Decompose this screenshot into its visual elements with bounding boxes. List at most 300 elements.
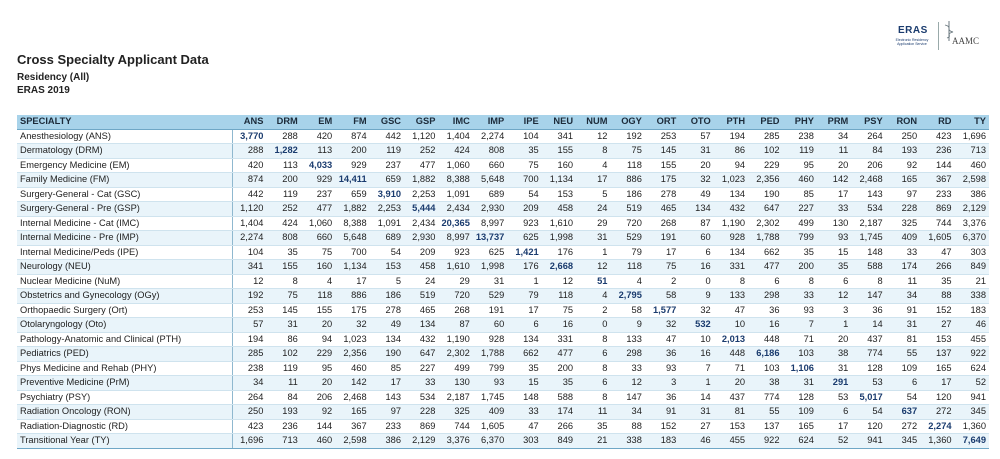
column-header-specialty[interactable]: SPECIALTY: [17, 115, 232, 129]
table-cell: 660: [301, 231, 335, 246]
table-cell: 1: [679, 376, 713, 391]
table-cell: 20: [817, 332, 851, 347]
table-cell: 799: [473, 361, 507, 376]
table-cell: 1,134: [335, 260, 369, 275]
table-cell: 186: [370, 289, 404, 304]
table-cell: 588: [542, 390, 576, 405]
table-cell: 278: [645, 187, 679, 202]
table-cell: 1: [817, 318, 851, 333]
table-cell: 424: [266, 216, 300, 231]
table-cell: 102: [266, 347, 300, 362]
table-cell: 133: [714, 289, 748, 304]
table-cell: 941: [955, 390, 989, 405]
table-cell: 147: [610, 390, 644, 405]
table-cell: 130: [817, 216, 851, 231]
table-cell: 53: [817, 390, 851, 405]
table-cell: 534: [404, 390, 438, 405]
table-cell: 460: [301, 434, 335, 449]
table-cell: 17: [920, 376, 954, 391]
table-cell: 1,091: [438, 187, 472, 202]
table-cell: 3,376: [955, 216, 989, 231]
table-cell: 209: [404, 245, 438, 260]
table-cell: 922: [748, 434, 782, 449]
table-cell: 134: [714, 245, 748, 260]
table-cell: 104: [232, 245, 266, 260]
table-cell: 923: [438, 245, 472, 260]
table-cell: 93: [473, 376, 507, 391]
table-cell: 252: [266, 202, 300, 217]
table-cell: 12: [542, 274, 576, 289]
column-header-imc[interactable]: IMC: [438, 115, 472, 129]
column-header-neu[interactable]: NEU: [542, 115, 576, 129]
eras-logo-tagline: Electronic Residency Application Service: [895, 38, 929, 46]
table-cell: 1: [507, 274, 541, 289]
table-cell: 1,745: [473, 390, 507, 405]
table-row: [17, 318, 989, 333]
table-cell: 86: [714, 144, 748, 159]
table-cell: 1,610: [438, 260, 472, 275]
table-cell: 147: [851, 289, 885, 304]
table-cell: 345: [886, 434, 920, 449]
table-cell: 153: [714, 419, 748, 434]
table-cell: 54: [886, 390, 920, 405]
table-cell: 6,370: [955, 231, 989, 246]
table-cell: 142: [335, 376, 369, 391]
table-cell: 118: [542, 289, 576, 304]
table-row: [17, 129, 989, 144]
table-cell: 49: [679, 187, 713, 202]
column-header-ped[interactable]: PED: [748, 115, 782, 129]
page-title: Cross Specialty Applicant Data: [17, 52, 209, 67]
table-row: [17, 202, 989, 217]
table-cell: 662: [507, 347, 541, 362]
table-cell: 2,468: [851, 173, 885, 188]
table-cell: 31: [679, 405, 713, 420]
table-cell: 3,376: [438, 434, 472, 449]
table-cell: 808: [266, 231, 300, 246]
table-cell: 799: [783, 231, 817, 246]
table-row: [17, 231, 989, 246]
table-cell: 20: [679, 158, 713, 173]
table-cell: 442: [370, 129, 404, 144]
column-header-gsp[interactable]: GSP: [404, 115, 438, 129]
column-header-phy[interactable]: PHY: [783, 115, 817, 129]
column-header-rd[interactable]: RD: [920, 115, 954, 129]
table-cell: 338: [955, 289, 989, 304]
table-cell: 200: [542, 361, 576, 376]
table-cell: 35: [507, 361, 541, 376]
table-cell: 13,737: [473, 231, 507, 246]
table-cell: 7: [783, 318, 817, 333]
table-cell: 36: [748, 303, 782, 318]
table-cell: 2,434: [404, 216, 438, 231]
table-cell: 423: [920, 129, 954, 144]
table-cell: 104: [507, 129, 541, 144]
table-cell: 713: [955, 144, 989, 159]
table-cell: 35: [817, 260, 851, 275]
column-header-gsc[interactable]: GSC: [370, 115, 404, 129]
table-cell: 266: [920, 260, 954, 275]
table-cell: 14: [679, 390, 713, 405]
table-cell: 345: [955, 405, 989, 420]
table-cell: 103: [783, 347, 817, 362]
table-cell: 6: [817, 274, 851, 289]
table-cell: 8: [576, 361, 610, 376]
table-cell: 6: [886, 376, 920, 391]
table-cell: 303: [955, 245, 989, 260]
table-cell: 285: [748, 129, 782, 144]
table-cell: 2,468: [335, 390, 369, 405]
table-cell: 4: [610, 274, 644, 289]
table-cell: 186: [610, 187, 644, 202]
table-cell: 529: [473, 289, 507, 304]
table-cell: 2,274: [232, 231, 266, 246]
table-cell: 253: [232, 303, 266, 318]
table-cell: 36: [645, 347, 679, 362]
table-cell: 75: [507, 158, 541, 173]
table-cell: 32: [679, 303, 713, 318]
table-cell: 79: [507, 289, 541, 304]
table-cell: 12: [610, 376, 644, 391]
column-header-imp[interactable]: IMP: [473, 115, 507, 129]
table-cell: 465: [404, 303, 438, 318]
table-cell: 36: [851, 303, 885, 318]
table-cell: 1: [576, 245, 610, 260]
table-cell: 33: [507, 405, 541, 420]
table-cell: 31: [886, 318, 920, 333]
table-cell: 1,421: [507, 245, 541, 260]
table-body: [17, 129, 989, 448]
table-cell: 713: [266, 434, 300, 449]
table-cell: 17: [576, 173, 610, 188]
table-cell: 32: [645, 318, 679, 333]
table-cell: 325: [886, 216, 920, 231]
table-cell: 291: [817, 376, 851, 391]
table-cell: 145: [645, 144, 679, 159]
table-cell: 499: [438, 361, 472, 376]
table-cell: 8,997: [438, 231, 472, 246]
table-cell: 409: [473, 405, 507, 420]
table-cell: 10: [679, 332, 713, 347]
table-cell: 420: [232, 158, 266, 173]
cross-specialty-table: [17, 115, 989, 449]
table-cell: 268: [645, 216, 679, 231]
table-cell: 176: [507, 260, 541, 275]
table-cell: 75: [301, 245, 335, 260]
table-cell: 264: [851, 129, 885, 144]
table-cell: 720: [610, 216, 644, 231]
table-cell: 97: [886, 187, 920, 202]
table-cell: 192: [232, 289, 266, 304]
table-cell: 119: [266, 361, 300, 376]
table-cell: 8,388: [438, 173, 472, 188]
column-header-fm[interactable]: FM: [335, 115, 369, 129]
table-cell: 92: [301, 405, 335, 420]
table-cell: 165: [783, 419, 817, 434]
table-cell: 448: [748, 332, 782, 347]
table-cell: 8: [783, 274, 817, 289]
table-cell: 155: [645, 158, 679, 173]
table-cell: 133: [610, 332, 644, 347]
table-cell: 94: [714, 158, 748, 173]
table-cell: 11: [576, 405, 610, 420]
table-cell: 2,795: [610, 289, 644, 304]
table-cell: 744: [438, 419, 472, 434]
table-cell: 58: [645, 289, 679, 304]
table-cell: 15: [817, 245, 851, 260]
table-cell: 113: [266, 158, 300, 173]
table-cell: 47: [507, 419, 541, 434]
table-cell: 2,274: [473, 129, 507, 144]
table-cell: 420: [301, 129, 335, 144]
row-label: Transitional Year (TY): [17, 434, 232, 449]
table-row: [17, 405, 989, 420]
table-cell: 1,190: [714, 216, 748, 231]
table-cell: 34: [886, 289, 920, 304]
aamc-logo-text: AAMC: [952, 36, 980, 46]
row-label: Internal Medicine - Pre (IMP): [17, 231, 232, 246]
table-cell: 192: [610, 129, 644, 144]
table-cell: 1,091: [370, 216, 404, 231]
table-cell: 272: [886, 419, 920, 434]
column-header-ort[interactable]: ORT: [645, 115, 679, 129]
table-cell: 2,434: [438, 202, 472, 217]
table-row: [17, 390, 989, 405]
table-cell: 2: [576, 303, 610, 318]
table-cell: 886: [335, 289, 369, 304]
table-cell: 2,187: [438, 390, 472, 405]
table-cell: 6: [576, 376, 610, 391]
table-cell: 238: [783, 129, 817, 144]
table-cell: 423: [232, 419, 266, 434]
table-cell: 268: [438, 303, 472, 318]
table-cell: 4: [576, 289, 610, 304]
table-cell: 253: [645, 129, 679, 144]
table-cell: 95: [301, 361, 335, 376]
table-cell: 264: [232, 390, 266, 405]
table-cell: 5,648: [473, 173, 507, 188]
table-cell: 175: [645, 173, 679, 188]
table-cell: 200: [335, 144, 369, 159]
table-cell: 849: [542, 434, 576, 449]
table-cell: 34: [232, 376, 266, 391]
table-cell: 227: [404, 361, 438, 376]
table-cell: 455: [714, 434, 748, 449]
table-cell: 1,060: [438, 158, 472, 173]
table-cell: 774: [748, 390, 782, 405]
table-cell: 206: [851, 158, 885, 173]
table-cell: 237: [370, 158, 404, 173]
table-cell: 2,930: [404, 231, 438, 246]
table-cell: 6,370: [473, 434, 507, 449]
table-cell: 29: [438, 274, 472, 289]
row-label: Emergency Medicine (EM): [17, 158, 232, 173]
table-cell: 15: [507, 376, 541, 391]
table-cell: 35: [783, 245, 817, 260]
table-cell: 252: [404, 144, 438, 159]
table-cell: 17: [370, 376, 404, 391]
table-cell: 6: [748, 274, 782, 289]
table-cell: 53: [851, 376, 885, 391]
table-cell: 93: [645, 361, 679, 376]
table-cell: 288: [232, 144, 266, 159]
table-cell: 33: [404, 376, 438, 391]
table-cell: 144: [920, 158, 954, 173]
table-cell: 624: [955, 361, 989, 376]
table-cell: 1,577: [645, 303, 679, 318]
table-cell: 175: [335, 303, 369, 318]
table-cell: 341: [232, 260, 266, 275]
table-cell: 12: [576, 260, 610, 275]
report-header: [17, 52, 209, 97]
table-cell: 85: [370, 361, 404, 376]
column-header-oto[interactable]: OTO: [679, 115, 713, 129]
column-header-em[interactable]: EM: [301, 115, 335, 129]
table-cell: 58: [610, 303, 644, 318]
table-cell: 17: [817, 187, 851, 202]
table-cell: 31: [817, 361, 851, 376]
table-cell: 5,017: [851, 390, 885, 405]
table-cell: 183: [645, 434, 679, 449]
table-cell: 6: [679, 245, 713, 260]
table-cell: 432: [404, 332, 438, 347]
table-cell: 130: [438, 376, 472, 391]
table-cell: 1,788: [473, 347, 507, 362]
column-header-drm[interactable]: DRM: [266, 115, 300, 129]
table-cell: 647: [404, 347, 438, 362]
table-cell: 2,668: [542, 260, 576, 275]
table-cell: 625: [507, 231, 541, 246]
table-cell: 31: [783, 376, 817, 391]
table-cell: 86: [266, 332, 300, 347]
table-cell: 1,998: [542, 231, 576, 246]
row-label: Internal Medicine/Peds (IPE): [17, 245, 232, 260]
table-cell: 437: [851, 332, 885, 347]
column-header-pth[interactable]: PTH: [714, 115, 748, 129]
table-cell: 442: [232, 187, 266, 202]
table-cell: 886: [610, 173, 644, 188]
column-header-psy[interactable]: PSY: [851, 115, 885, 129]
table-cell: 200: [266, 173, 300, 188]
table-cell: 191: [473, 303, 507, 318]
row-label: Neurology (NEU): [17, 260, 232, 275]
table-cell: 75: [645, 260, 679, 275]
table-cell: 120: [851, 419, 885, 434]
table-cell: 33: [886, 245, 920, 260]
table-cell: 194: [714, 129, 748, 144]
table-cell: 24: [404, 274, 438, 289]
table-cell: 465: [645, 202, 679, 217]
table-cell: 94: [301, 332, 335, 347]
table-cell: 97: [370, 405, 404, 420]
column-header-ipe[interactable]: IPE: [507, 115, 541, 129]
table-cell: 424: [438, 144, 472, 159]
table-cell: 14: [851, 318, 885, 333]
table-cell: 113: [301, 144, 335, 159]
table-cell: 20: [301, 376, 335, 391]
column-header-ogy[interactable]: OGY: [610, 115, 644, 129]
table-cell: 458: [404, 260, 438, 275]
table-cell: 174: [886, 260, 920, 275]
table-cell: 278: [370, 303, 404, 318]
table-cell: 236: [920, 144, 954, 159]
table-cell: 35: [507, 144, 541, 159]
table-cell: 153: [920, 332, 954, 347]
column-header-num[interactable]: NUM: [576, 115, 610, 129]
table-cell: 1,745: [851, 231, 885, 246]
table-cell: 1,605: [473, 419, 507, 434]
table-cell: 662: [748, 245, 782, 260]
table-cell: 4,033: [301, 158, 335, 173]
column-header-prm[interactable]: PRM: [817, 115, 851, 129]
table-cell: 3,770: [232, 129, 266, 144]
filter-residency: Residency (All): [17, 72, 90, 83]
table-cell: 60: [473, 318, 507, 333]
row-label: Surgery-General - Cat (GSC): [17, 187, 232, 202]
table-cell: 660: [473, 158, 507, 173]
table-cell: 8: [266, 274, 300, 289]
table-cell: 119: [266, 187, 300, 202]
table-cell: 331: [714, 260, 748, 275]
table-cell: 1,696: [232, 434, 266, 449]
eras-logo-text: ERAS: [898, 25, 928, 36]
table-cell: 1,360: [955, 419, 989, 434]
table-cell: 35: [266, 245, 300, 260]
table-cell: 341: [542, 129, 576, 144]
table-cell: 60: [679, 231, 713, 246]
table-cell: 144: [301, 419, 335, 434]
row-label: Radiation Oncology (RON): [17, 405, 232, 420]
table-cell: 84: [851, 144, 885, 159]
table-cell: 143: [370, 390, 404, 405]
table-cell: 624: [783, 434, 817, 449]
table-cell: 3: [817, 303, 851, 318]
table-cell: 874: [335, 129, 369, 144]
table-cell: 84: [266, 390, 300, 405]
table-cell: 47: [714, 303, 748, 318]
season-label: ERAS 2019: [17, 85, 70, 96]
table-cell: 928: [714, 231, 748, 246]
table-cell: 2,302: [748, 216, 782, 231]
column-header-ans[interactable]: ANS: [232, 115, 266, 129]
table-cell: 1,023: [714, 173, 748, 188]
table-cell: 21: [576, 434, 610, 449]
table-cell: 118: [610, 260, 644, 275]
table-cell: 1,788: [748, 231, 782, 246]
column-header-ron[interactable]: RON: [886, 115, 920, 129]
table-row: [17, 245, 989, 260]
table-cell: 148: [851, 245, 885, 260]
table-cell: 519: [610, 202, 644, 217]
table-cell: 11: [817, 144, 851, 159]
table-cell: 3,910: [370, 187, 404, 202]
table-cell: 2,253: [404, 187, 438, 202]
table-cell: 137: [748, 419, 782, 434]
table-row: [17, 361, 989, 376]
table-cell: 109: [783, 405, 817, 420]
table-cell: 532: [679, 318, 713, 333]
table-cell: 75: [542, 303, 576, 318]
table-cell: 233: [920, 187, 954, 202]
table-cell: 625: [473, 245, 507, 260]
table-cell: 7,649: [955, 434, 989, 449]
table-cell: 5: [576, 187, 610, 202]
table-cell: 1,120: [404, 129, 438, 144]
table-cell: 165: [920, 361, 954, 376]
column-header-ty[interactable]: TY: [955, 115, 989, 129]
table-cell: 2,129: [404, 434, 438, 449]
table-cell: 1,360: [920, 434, 954, 449]
